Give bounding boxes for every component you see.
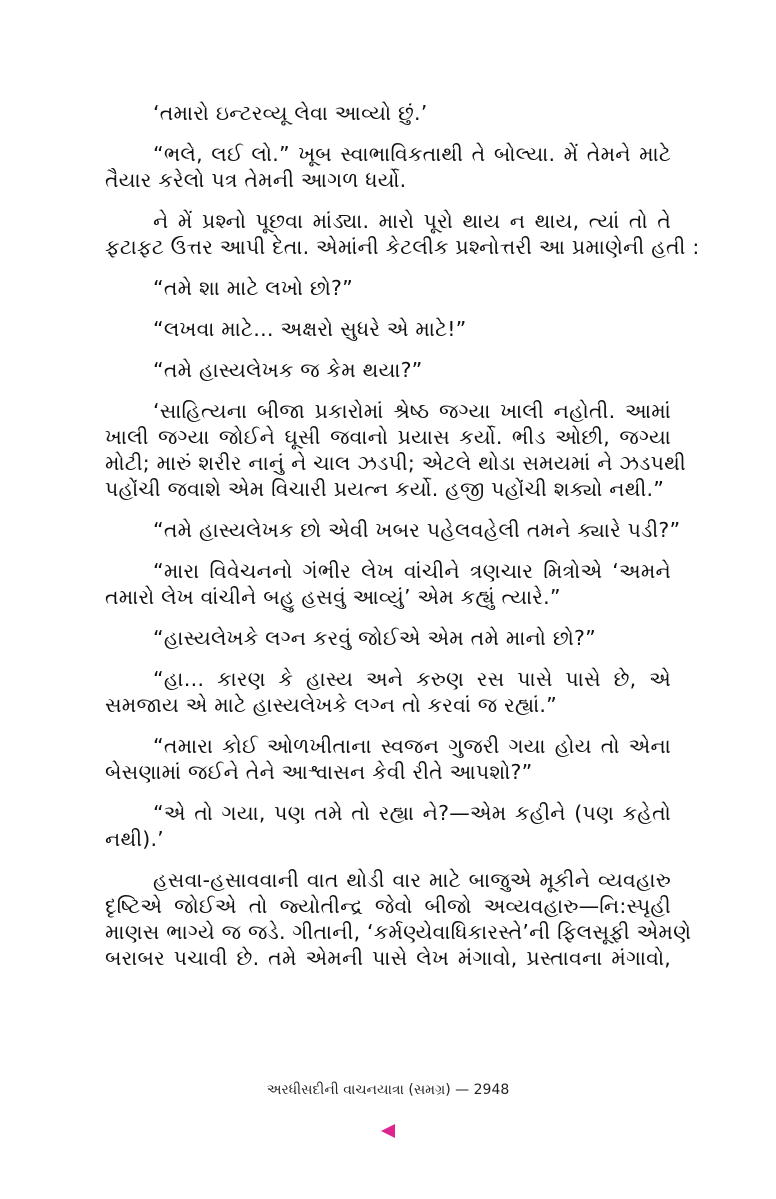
text-line: નથી).’: [105, 827, 164, 851]
paragraph: [105, 800, 671, 852]
text-line: ‘સાહિત્યના બીજા પ્રકારોમાં શ્રેષ્ઠ જગ્યા ખાલી નહોતી. આમાં: [153, 399, 671, 423]
text-line: તૈયાર કરેલો પત્ર તેમની આગળ ધર્યો.: [105, 168, 407, 192]
text-line: “તમે શા માટે લખો છો?”: [153, 276, 353, 300]
paragraph: [105, 398, 686, 502]
text-line: સમજાય એ માટે હાસ્યલેખકે લગ્ન તો કરવાં જ રહ્યાં.”: [105, 693, 557, 717]
paragraph: [105, 625, 671, 651]
text-line: ખાલી જગ્યા જોઈને ઘૂસી જવાનો પ્રયાસ કર્યો. ભીડ ઓછી, જગ્યા: [105, 425, 671, 449]
triangle-left-icon[interactable]: [381, 1124, 395, 1138]
page-footer: અરધીસદીની વાચનયાત્રા (સમગ્ર) — 2948: [266, 1082, 510, 1098]
paragraph: [105, 357, 671, 383]
paragraph: [105, 316, 671, 342]
text-line: “હા… કારણ કે હાસ્ય અને કરુણ રસ પાસે પાસે છે, એ: [153, 667, 671, 691]
paragraph: [105, 208, 700, 260]
paragraph: [105, 867, 692, 971]
text-line: દૃષ્ટિએ જોઈએ તો જ્યોતીન્દ્ર જેવો બીજો અવ્યવહારુ—નિ:સ્પૃહી: [105, 894, 671, 918]
text-line: બેસણામાં જઈને તેને આશ્વાસન કેવી રીતે આપશો?”: [105, 760, 533, 784]
paragraph: [105, 666, 671, 718]
text-line: “હાસ્યલેખકે લગ્ન કરવું જોઈએ એમ તમે માનો છો?”: [153, 626, 596, 650]
text-line: “તમે હાસ્યલેખક જ કેમ થયા?”: [153, 358, 423, 382]
text-line: બરાબર પચાવી છે. તમે એમની પાસે લેખ મંગાવો, પ્રસ્તાવના મંગાવો,: [105, 946, 671, 970]
paragraph: [105, 275, 671, 301]
text-line: પહોંચી જવાશે એમ વિચારી પ્રયત્ન કર્યો. હજી પહોંચી શક્યો નથી.”: [105, 477, 665, 501]
text-line: ને મેં પ્રશ્નો પૂછવા માંડ્યા. મારો પૂરો થાય ન થાય, ત્યાં તો તે: [153, 209, 671, 233]
paragraph: [105, 558, 671, 610]
text-line: હસવા-હસાવવાની વાત થોડી વાર માટે બાજુએ મૂકીને વ્યવહારુ: [153, 868, 671, 892]
text-line: “તમે હાસ્યલેખક છો એવી ખબર પહેલવહેલી તમને ક્યારે પડી?”: [153, 518, 681, 542]
paragraph: [105, 100, 671, 126]
text-line: તમારો લેખ વાંચીને બહુ હસવું આવ્યું’ એમ કહ્યું ત્યારે.”: [105, 585, 561, 609]
text-line: “ભલે, લઈ લો.” ખૂબ સ્વાભાવિકતાથી તે બોલ્યા. મેં તેમને માટે: [153, 142, 671, 166]
paragraph: [105, 141, 671, 193]
text-line: ‘તમારો ઇન્ટરવ્યૂ લેવા આવ્યો છું.’: [153, 101, 428, 125]
page-body: [105, 100, 700, 971]
text-line: ફટાફટ ઉત્તર આપી દેતા. એમાંની કેટલીક પ્રશ્નોત્તરી આ પ્રમાણેની હતી :: [105, 235, 700, 259]
text-line: “લખવા માટે… અક્ષરો સુધરે એ માટે!”: [153, 317, 467, 341]
text-line: મોટી; મારું શરીર નાનું ને ચાલ ઝડપી; એટલે થોડા સમયમાં ને ઝડપથી: [105, 451, 686, 475]
text-line: “તમારા કોઈ ઓળખીતાના સ્વજન ગુજરી ગયા હોય તો એના: [153, 734, 671, 758]
paragraph: [105, 517, 681, 543]
text-line: માણસ ભાગ્યે જ જડે. ગીતાની, ‘કર્મણ્યેવાધિકારસ્તે’ની ફિલસૂફી એમણે: [105, 920, 692, 944]
text-line: “મારા વિવેચનનો ગંભીર લેખ વાંચીને ત્રણચાર મિત્રોએ ‘અમને: [153, 559, 671, 583]
paragraph: [105, 733, 671, 785]
text-line: “એ તો ગયા, પણ તમે તો રહ્યા ને?—એમ કહીને (પણ કહેતો: [153, 801, 671, 825]
